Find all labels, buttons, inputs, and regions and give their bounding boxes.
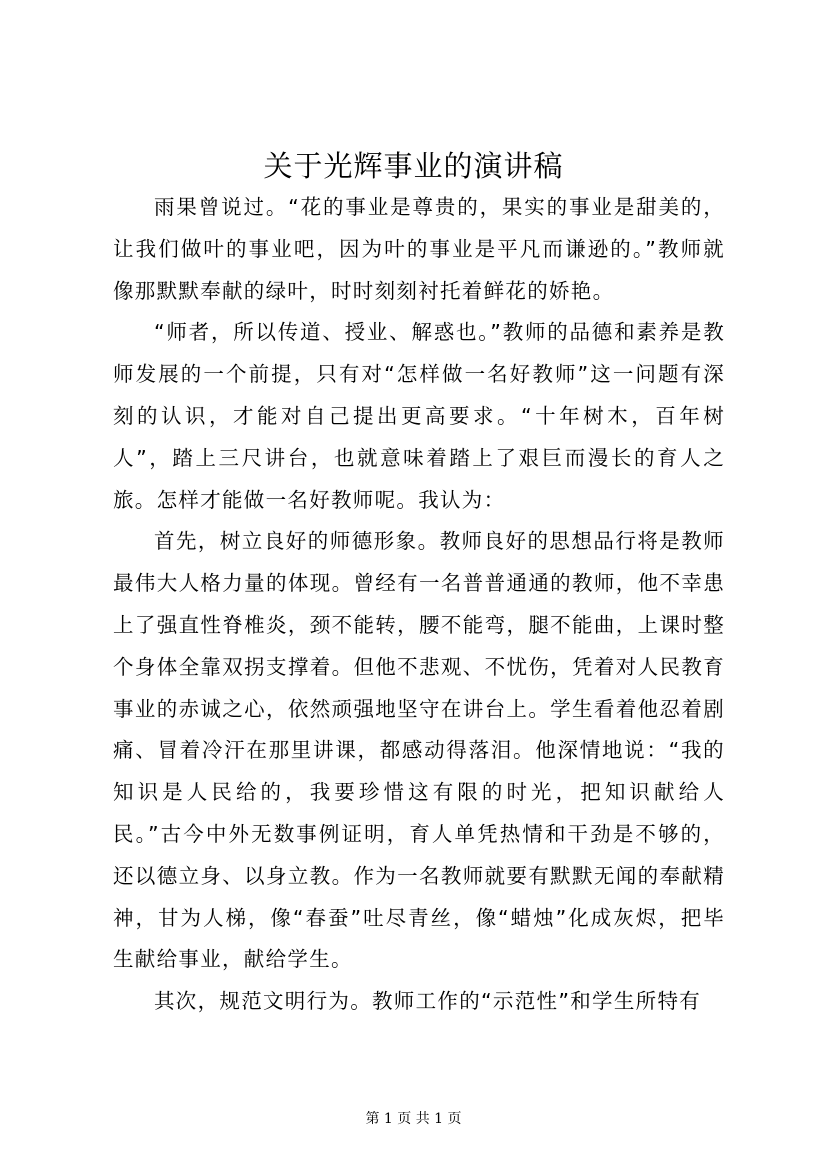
page-footer: 第 1 页 共 1 页 [365, 1111, 462, 1127]
paragraph-2: “师者，所以传道、授业、解惑也。”教师的品德和素养是教师发展的一个前提，只有对“怎样做一名好教师”这一问题有深刻的认识，才能对自己提出更高要求。“十年树木，百年树人”，踏上三尺讲台，也就意味着踏上了艰巨而漫长的育人之旅。怎样才能做一名好教师呢。我认为： [113, 320, 725, 512]
paragraph-3: 首先，树立良好的师德形象。教师良好的思想品行将是教师最伟大人格力量的体现。曾经有一名普普通通的教师，他不幸患上了强直性脊椎炎，颈不能转，腰不能弯，腿不能曲，上课时整个身体全靠双拐支撑着。但他不悲观、不忧伤，凭着对人民教育事业的赤诚之心，依然顽强地坚守在讲台上。学生看着他忍着剧痛、冒着冷汗在那里讲课，都感动得落泪。他深情地说：“我的知识是人民给的，我要珍惜这有限的时光，把知识献给人民。”古今中外无数事例证明，育人单凭热情和干劲是不够的，还以德立身、以身立教。作为一名教师就要有默默无闻的奉献精神，甘为人梯，像“春蚕”吐尽青丝，像“蜡烛”化成灰烬，把毕生献给事业，献给学生。 [113, 529, 725, 972]
document-body [113, 187, 725, 1023]
document-title: 关于光辉事业的演讲稿 [263, 149, 564, 183]
paragraph-4: 其次，规范文明行为。教师工作的“示范性”和学生所特有 [154, 989, 702, 1014]
paragraph-1: 雨果曾说过。“花的事业是尊贵的，果实的事业是甜美的，让我们做叶的事业吧，因为叶的事业是平凡而谦逊的。”教师就像那默默奉献的绿叶，时时刻刻衬托着鲜花的娇艳。 [113, 195, 725, 303]
